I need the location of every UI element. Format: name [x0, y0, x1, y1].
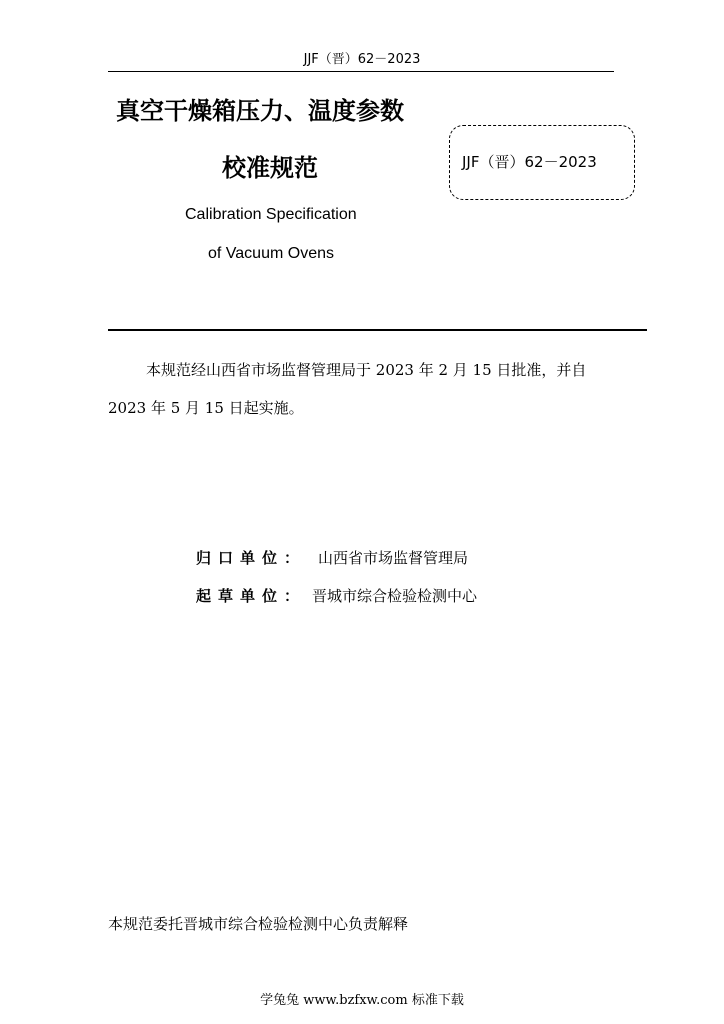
drafting-unit-label: 起草单位：	[196, 587, 307, 605]
english-title-line-1: Calibration Specification	[185, 206, 357, 223]
approval-text-line-1: 本规范经山西省市场监督管理局于 2023 年 2 月 15 日批准，并自	[146, 361, 587, 379]
title-divider	[108, 329, 647, 331]
interpretation-statement: 本规范委托晋城市综合检验检测中心负责解释	[108, 915, 409, 933]
responsible-unit-label: 归口单位：	[196, 549, 307, 567]
responsible-unit-value: 山西省市场监督管理局	[318, 549, 469, 567]
document-code-box-text: JJF（晋）62－2023	[462, 153, 597, 171]
title-line-2: 校准规范	[222, 154, 318, 182]
header-divider	[108, 71, 614, 72]
title-line-1: 真空干燥箱压力、温度参数	[116, 97, 404, 125]
footer-watermark: 学兔兔 www.bzfxw.com 标准下载	[260, 993, 464, 1008]
drafting-unit-value: 晋城市综合检验检测中心	[312, 587, 478, 605]
approval-text-line-2: 2023 年 5 月 15 日起实施。	[108, 399, 304, 417]
english-title-line-2: of Vacuum Ovens	[208, 245, 334, 262]
header-document-code: JJF（晋）62－2023	[303, 52, 421, 67]
